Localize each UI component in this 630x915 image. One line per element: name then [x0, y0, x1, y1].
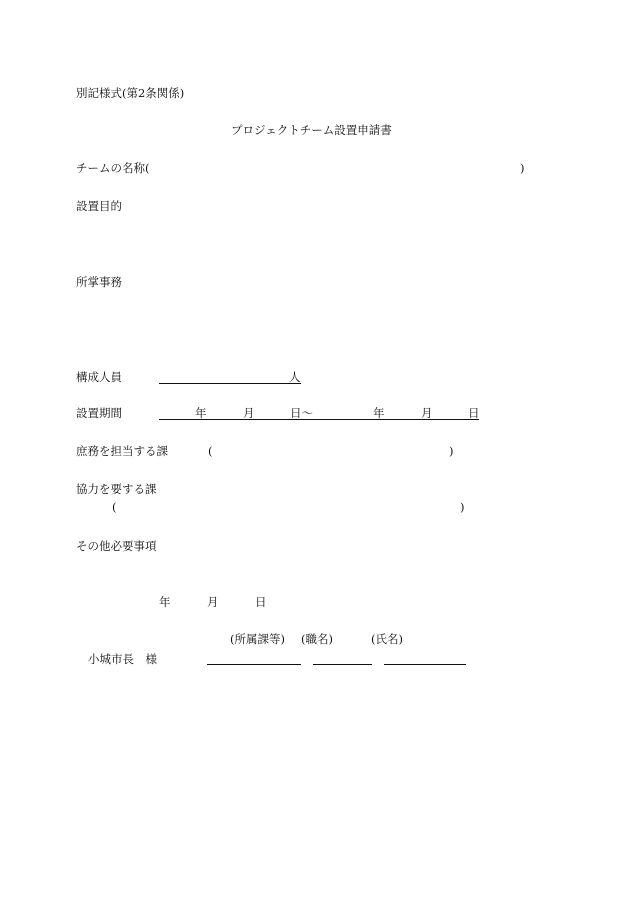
- general-section-close-paren: ): [449, 444, 454, 458]
- period-end-year: 年: [373, 406, 385, 420]
- cooperating-sections-open-paren: (: [112, 500, 117, 514]
- date-year: 年: [159, 595, 171, 609]
- purpose-label: 設置目的: [76, 199, 122, 213]
- signature-position-line: [313, 650, 372, 665]
- signature-section-label: (所属課等): [230, 632, 285, 646]
- period-label: 設置期間: [76, 406, 122, 420]
- period-end-day: 日: [468, 406, 480, 420]
- members-unit: 人: [289, 370, 301, 384]
- team-name-label: チームの名称(: [76, 161, 150, 175]
- period-start-year: 年: [195, 406, 207, 420]
- period-end-month: 月: [421, 406, 433, 420]
- signature-section-line: [207, 650, 301, 665]
- cooperating-sections-close-paren: ): [460, 500, 465, 514]
- date-month: 月: [207, 595, 219, 609]
- members-label: 構成人員: [76, 370, 122, 384]
- signature-name-line: [384, 650, 466, 665]
- signature-name-label: (氏名): [371, 632, 403, 646]
- general-section-open-paren: (: [208, 444, 213, 458]
- signature-position-label: (職名): [301, 632, 333, 646]
- form-reference: 別記様式(第2条関係): [76, 86, 185, 100]
- period-start-month: 月: [243, 406, 255, 420]
- general-section-label: 庶務を担当する課: [76, 444, 168, 458]
- team-name-close-paren: ): [520, 161, 525, 175]
- other-label: その他必要事項: [76, 539, 157, 553]
- date-day: 日: [255, 595, 267, 609]
- members-underline: [159, 369, 301, 384]
- document-title: プロジェクトチーム設置申請書: [231, 123, 392, 137]
- period-start-day: 日〜: [290, 406, 313, 420]
- cooperating-sections-label: 協力を要する課: [76, 482, 157, 496]
- addressee: 小城市長 様: [88, 652, 157, 666]
- duties-label: 所掌事務: [76, 275, 122, 289]
